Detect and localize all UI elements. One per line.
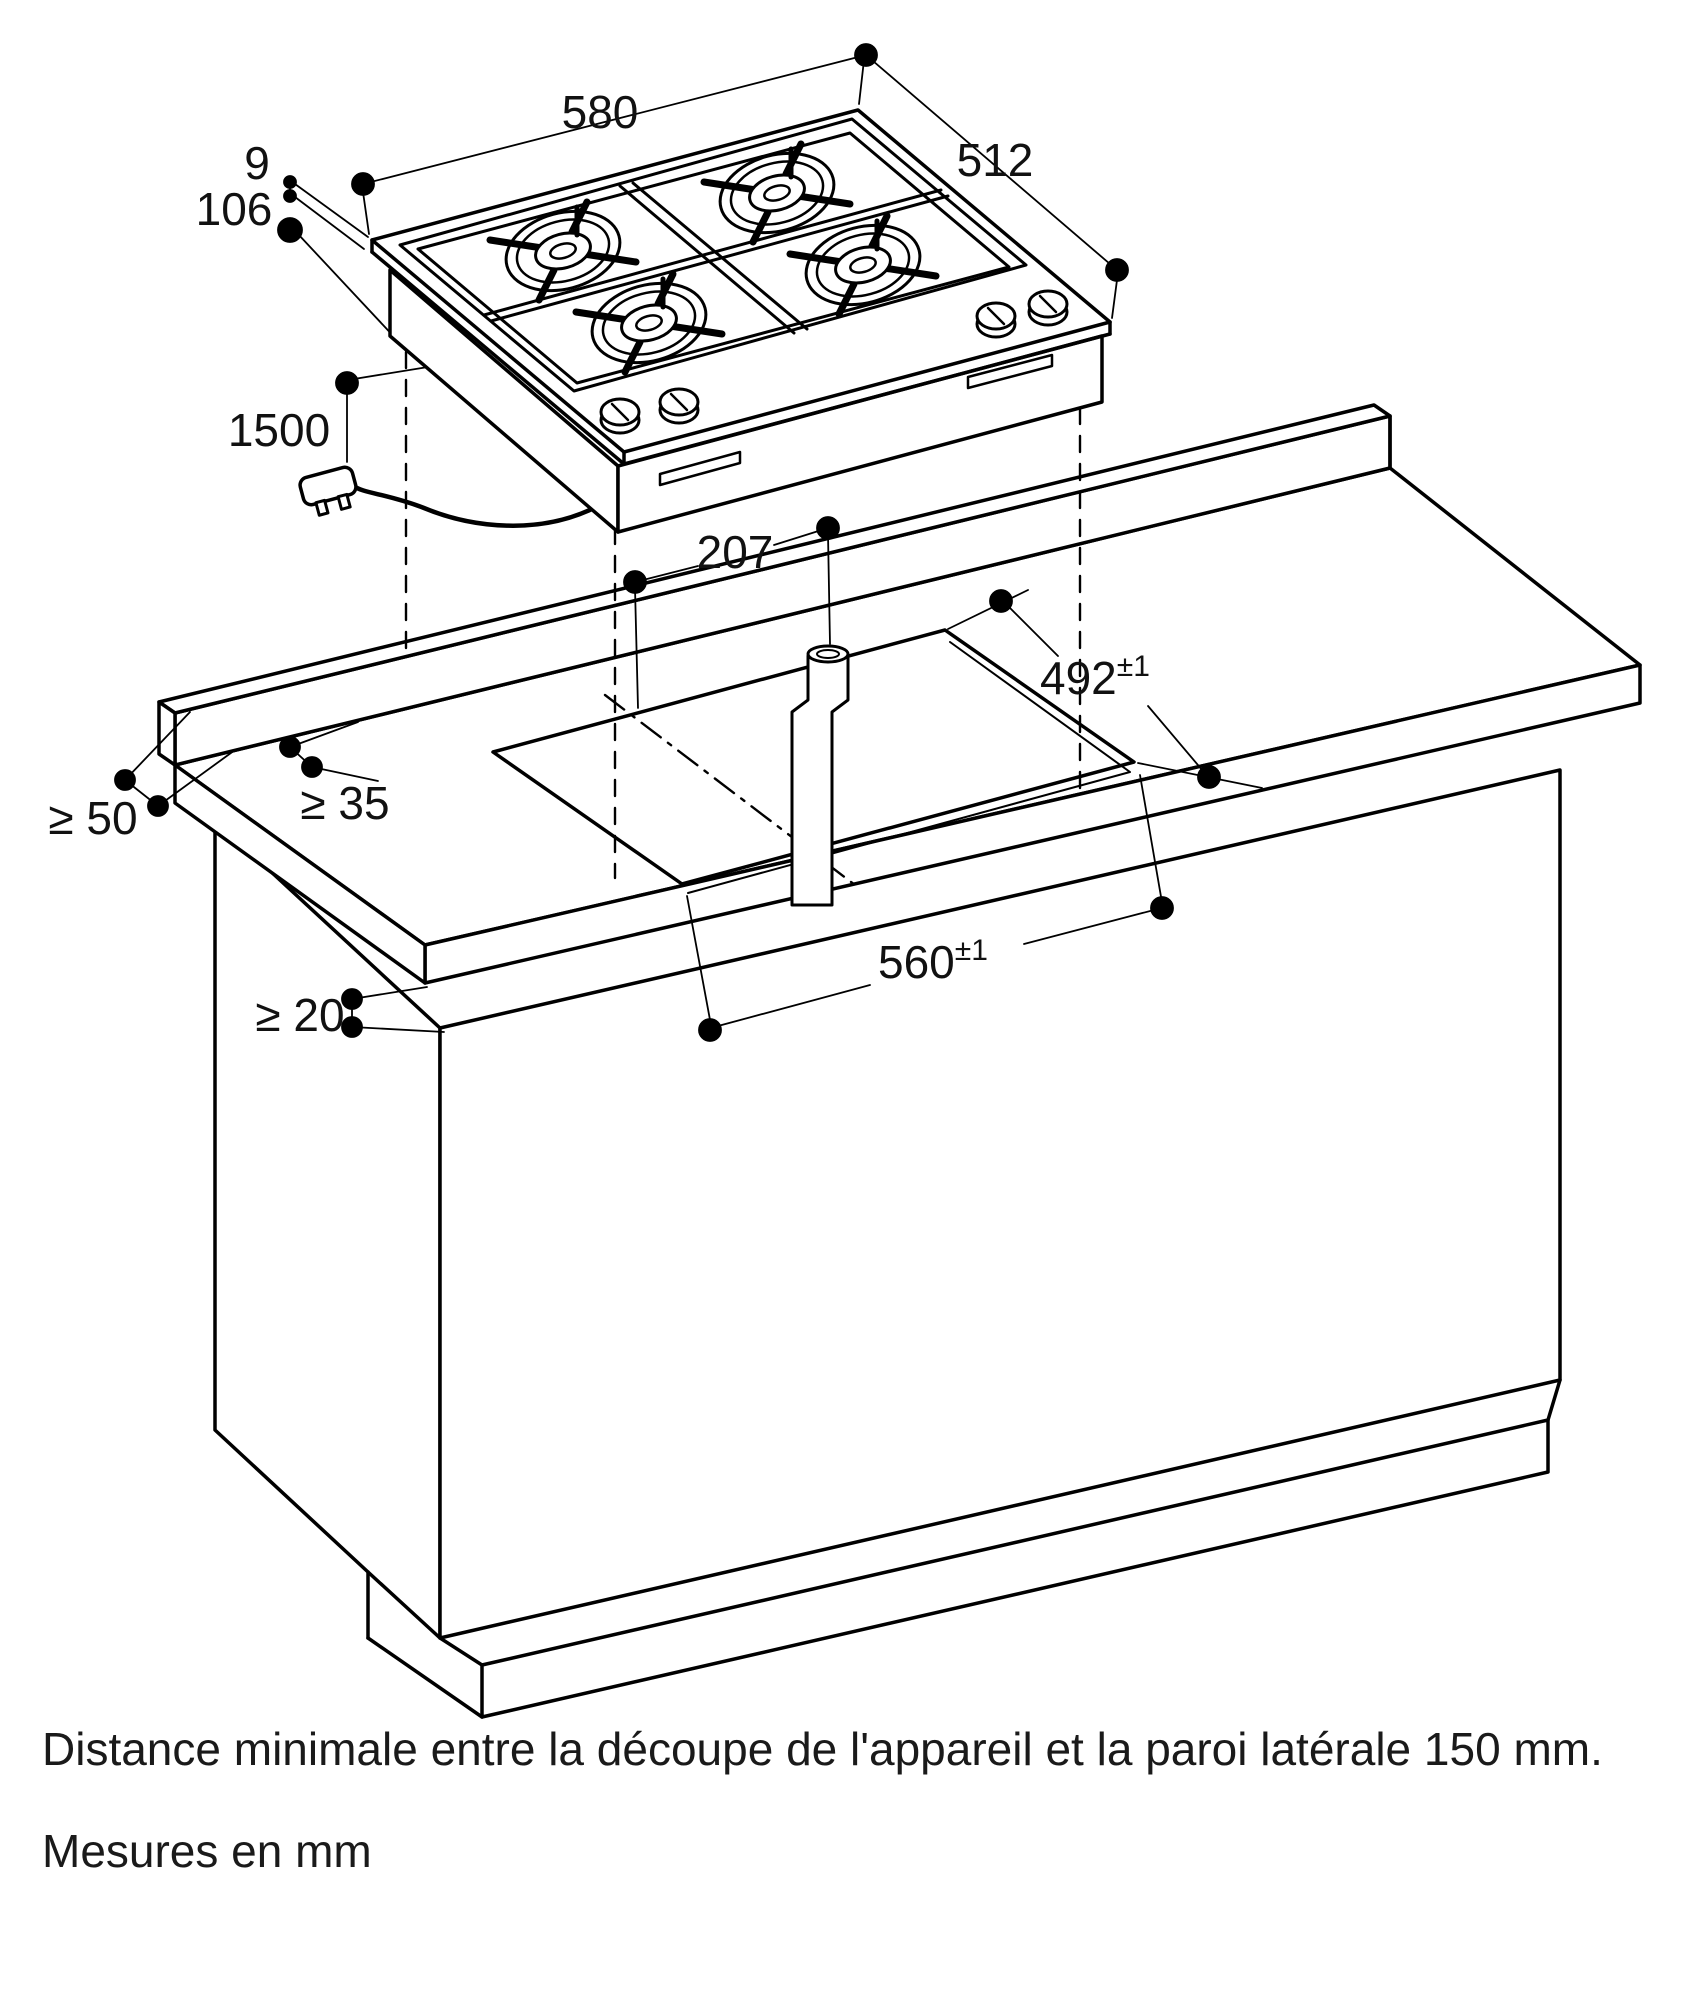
dim-label-207: 207 — [696, 526, 774, 578]
dim-label-ge35: ≥ 35 — [300, 777, 390, 829]
units-note: Mesures en mm — [42, 1825, 372, 1877]
dimension-1500 — [336, 367, 428, 462]
dim-label-560: $560^{\pm 1}$ — [878, 934, 988, 988]
clearance-note: Distance minimale entre la découpe de l'appareil et la paroi latérale 150 mm. — [42, 1723, 1603, 1775]
knob — [660, 389, 698, 423]
power-plug-icon — [298, 465, 361, 518]
dim-label-580: 580 — [561, 86, 639, 138]
dim-label-ge20: ≥ 20 — [255, 989, 345, 1041]
dim-label-512: 512 — [956, 134, 1034, 186]
knob — [977, 303, 1015, 337]
dim-label-ge50: ≥ 50 — [48, 792, 138, 844]
dim-label-106: 106 — [195, 183, 273, 235]
dim-label-492: $492^{\pm 1}$ — [1040, 650, 1150, 704]
knob — [601, 399, 639, 433]
dim-label-9: 9 — [244, 137, 270, 189]
dim-label-1500: 1500 — [227, 404, 331, 456]
knob — [1029, 291, 1067, 325]
